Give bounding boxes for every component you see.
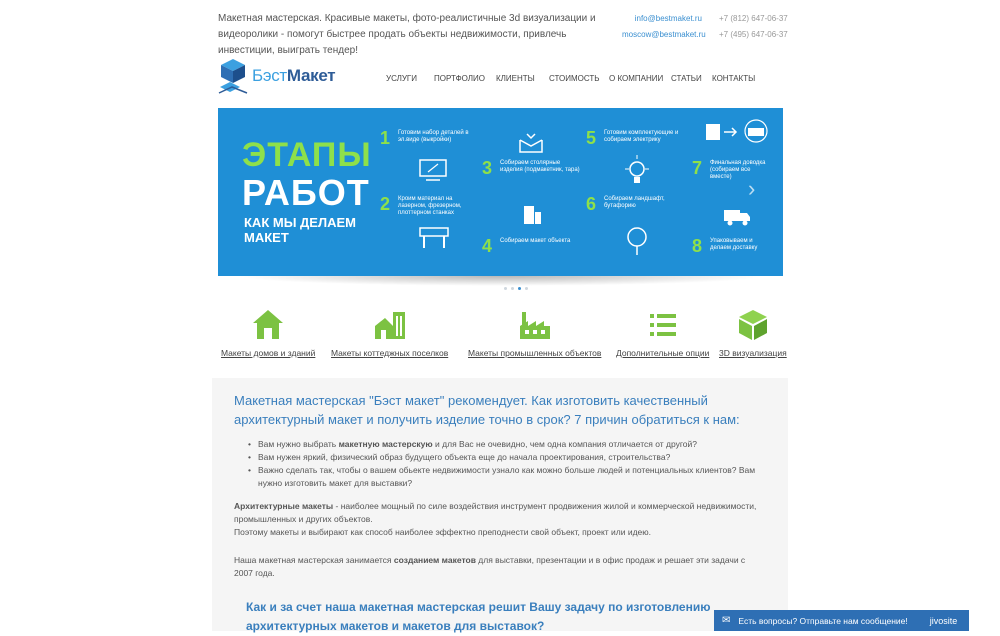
category-label: 3D визуализация: [719, 348, 787, 358]
paragraph-architectural: [234, 500, 764, 539]
category-3d[interactable]: [719, 308, 787, 358]
logo-cubes-icon: [218, 57, 248, 95]
category-label: Макеты домов и зданий: [221, 348, 316, 358]
logo-text-part2: Макет: [286, 66, 336, 85]
category-houses[interactable]: [221, 308, 315, 358]
plotter-icon: [418, 224, 450, 250]
category-industrial[interactable]: [468, 308, 601, 358]
step-text: Собираем макет объекта: [500, 238, 571, 244]
nav-item-2[interactable]: КЛИЕНТЫ: [496, 74, 535, 83]
nav-item-1[interactable]: ПОРТФОЛИО: [434, 74, 486, 83]
paragraph-text: - наиболее мощный по силе воздействия инструмент продвижения жилой и коммерческой недвижимости, промышленных и других объектов.: [234, 501, 757, 524]
bulb-icon: [622, 154, 652, 188]
cube-icon: [736, 308, 770, 342]
slider-dot[interactable]: [504, 287, 507, 290]
paragraph-bold: созданием макетов: [393, 555, 476, 565]
list-item-text: Важно сделать так, чтобы о вашем обьекте недвижимости узнало как можно больше людей и потенциальных клиентов? Вам нужно изготовить макет для выставки?: [258, 465, 756, 488]
tree-icon: [624, 226, 650, 256]
slider-dot[interactable]: [511, 287, 514, 290]
monitor-icon: [418, 158, 450, 182]
step-number: 1: [380, 128, 391, 148]
step-number: 5: [586, 128, 597, 148]
banner-shadow: [236, 276, 766, 286]
banner-title-2: РАБОТ: [242, 172, 370, 213]
nav-item-5[interactable]: СТАТЬИ: [671, 74, 702, 83]
house-icon: [251, 308, 285, 342]
step-text: Готовим комплектующие и собираем электрику: [604, 130, 679, 143]
list-item-text: и для Вас не очевидно, чем одна компания отличается от другой?: [432, 439, 697, 449]
content-heading: Макетная мастерская "Бэст макет" рекомендует. Как изготовить качественный архитектурный макет и получить изделие точно в срок? 7 причин обратиться к нам:: [234, 393, 740, 427]
logo-text: [252, 66, 335, 86]
list-item-bold: макетную мастерскую: [338, 439, 433, 449]
paragraph-text: для выставки, презентации и в офис продаж и решает эти задачи с 2007 года.: [234, 555, 746, 578]
header-emails: [622, 11, 706, 43]
nav-item-4[interactable]: О КОМПАНИИ: [609, 74, 664, 83]
assembly-icon: [704, 118, 774, 144]
paragraph-bold: Архитектурные макеты: [234, 501, 334, 511]
step-number: 6: [586, 194, 597, 214]
step-text: Собираем столярные изделия (подмакетник, тара): [500, 160, 580, 173]
step-text: Упаковываем и делаем доставку: [710, 238, 758, 251]
chat-text: Есть вопросы? Отправьте нам сообщение!: [738, 615, 908, 626]
step-number: 3: [482, 158, 493, 178]
category-label: Дополнительные опции: [616, 348, 710, 358]
chat-widget[interactable]: [714, 610, 969, 631]
header-tagline: Макетная мастерская. Красивые макеты, фото-реалистичные 3d визуализации и видеоролики - помогут быстрее продать объекты недвижимости, привлечь инвестиции, выиграть тендер!: [218, 13, 596, 56]
step-text: Финальная доводка (собираем все вместе): [710, 160, 766, 180]
header-phones: [719, 11, 788, 43]
logo-text-part1: Бэст: [252, 66, 287, 85]
paragraph-text: Наша макетная мастерская занимается: [234, 555, 394, 565]
chat-brand: jivosite: [929, 615, 958, 626]
paragraph-company: [234, 554, 764, 580]
paragraph-text: Поэтому макеты и выбирают как способ наиболее эффектно преподнести свой объект, проект или идею.: [234, 527, 652, 537]
nav-item-3[interactable]: СТОИМОСТЬ: [549, 74, 600, 83]
list-item: [258, 451, 773, 464]
nav-item-6[interactable]: КОНТАКТЫ: [712, 74, 756, 83]
step-text: Собираем ландшафт, бутафорию: [604, 196, 665, 209]
category-row: [210, 308, 790, 358]
email-link-moscow[interactable]: moscow@bestmaket.ru: [622, 30, 706, 39]
main-content: [212, 378, 788, 631]
step-text: Готовим набор деталей в эл.виде (выкройки): [398, 130, 469, 143]
list-icon: [646, 308, 680, 342]
village-icon: [373, 308, 407, 342]
factory-icon: [518, 308, 552, 342]
step-number: 7: [692, 158, 703, 178]
truck-icon: [722, 206, 752, 228]
step-text: Кроим материал на лазерном, фрезерном, плоттерном станках: [398, 196, 462, 216]
content-subheading: Как и за счет наша макетная мастерская решит Вашу задачу по изготовлению архитектурных макетов и макетов для выставок?: [246, 600, 711, 633]
list-item-text: Вам нужно выбрать: [258, 439, 339, 449]
banner-title-1: ЭТАПЫ: [242, 136, 372, 174]
step-number: 8: [692, 236, 703, 256]
nav-item-0[interactable]: УСЛУГИ: [386, 74, 418, 83]
category-cottages[interactable]: [331, 308, 448, 358]
slider-dots: [504, 287, 528, 290]
hero-banner[interactable]: [218, 108, 783, 276]
list-item: [258, 438, 773, 451]
envelope-icon: ✉: [722, 615, 731, 626]
category-label: Макеты промышленных объектов: [468, 348, 602, 358]
slider-dot[interactable]: [518, 287, 521, 290]
category-options[interactable]: [616, 308, 709, 358]
list-item-text: Вам нужен яркий, физический образ будущего объекта еще до начала проектирования, строительства?: [258, 452, 671, 462]
banner-title-3: КАК МЫ ДЕЛАЕМ МАКЕТ: [244, 215, 356, 245]
step-number: 2: [380, 194, 391, 214]
slider-dot[interactable]: [525, 287, 528, 290]
email-link-info[interactable]: info@bestmaket.ru: [634, 14, 702, 23]
box-icon: [518, 130, 544, 154]
site-logo[interactable]: [218, 56, 335, 96]
banner-next-arrow[interactable]: ›: [748, 176, 756, 201]
reasons-list: [258, 438, 773, 490]
phone-spb: +7 (812) 647-06-37: [719, 14, 788, 23]
category-label: Макеты коттеджных поселков: [331, 348, 449, 358]
phone-moscow: +7 (495) 647-06-37: [719, 30, 788, 39]
list-item: [258, 464, 773, 490]
step-number: 4: [482, 236, 493, 256]
building-icon: [520, 202, 544, 226]
